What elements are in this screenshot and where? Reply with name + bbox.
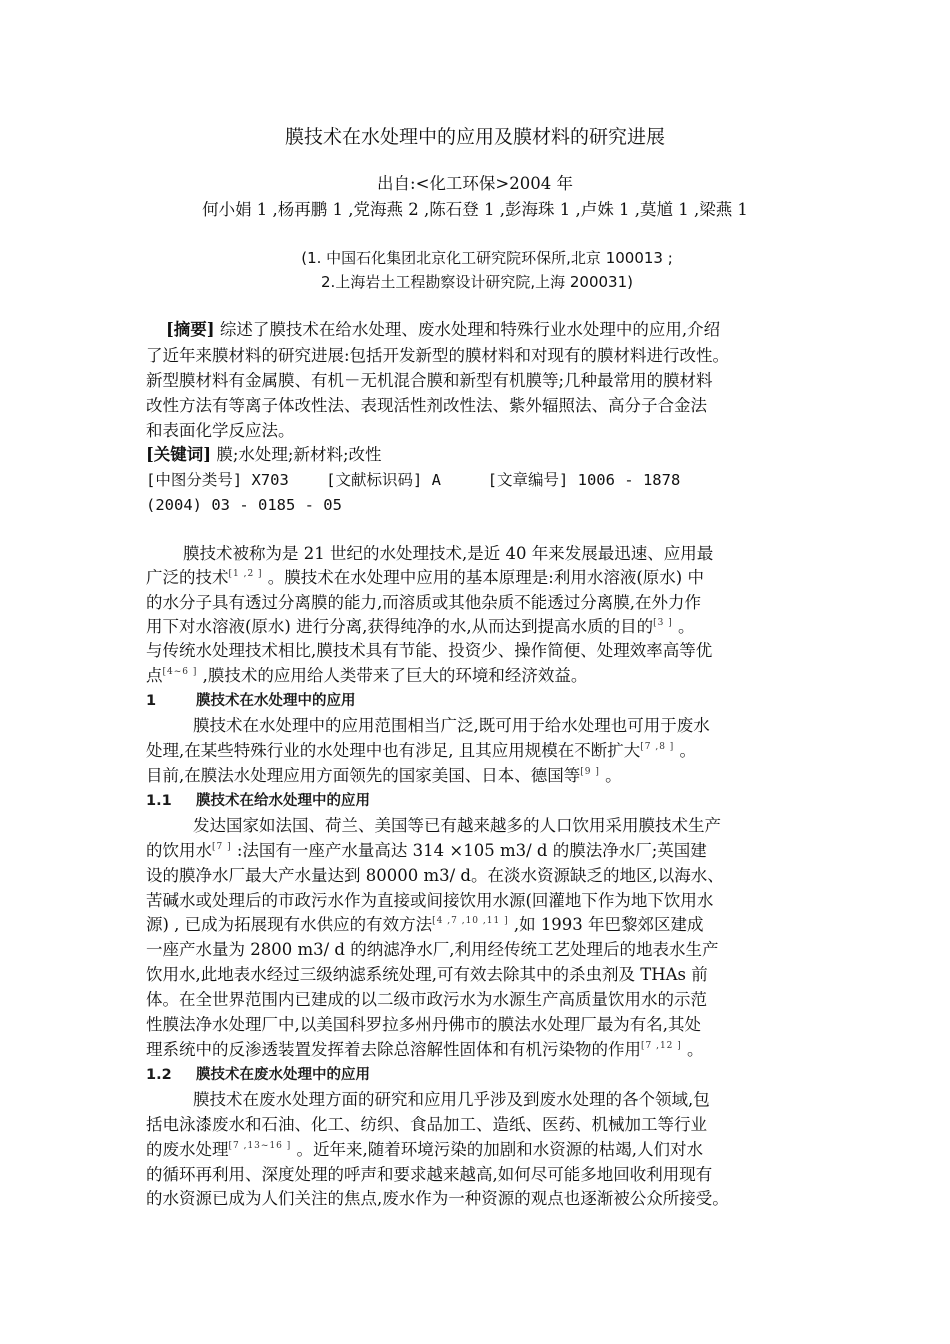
section-line: 设的膜净水厂最大产水量达到 80000 m3/ d。在淡水资源缺乏的地区,以海水、 bbox=[146, 866, 724, 885]
section-number: 1 bbox=[146, 693, 157, 709]
abstract-first-line bbox=[166, 318, 720, 342]
section-title: 膜技术在废水处理中的应用 bbox=[196, 1067, 370, 1083]
keywords-text: 膜;水处理;新材料;改性 bbox=[211, 445, 382, 464]
classification-line: [中图分类号] X703 [文献标识码] A [文章编号] 1006 - 1878 bbox=[146, 471, 681, 489]
section-line: 性膜法净水处理厂中,以美国科罗拉多州丹佛市的膜法水处理厂最为有名,其处 bbox=[146, 1015, 701, 1034]
subsection-heading bbox=[146, 789, 370, 813]
section-line: 括电泳漆废水和石油、化工、纺织、食品加工、造纸、医药、机械加工等行业 bbox=[146, 1115, 707, 1134]
intro-line: 膜技术被称为是 21 世纪的水处理技术,是近 40 年来发展最迅速、应用最 bbox=[183, 544, 714, 563]
abstract-label: [摘要] bbox=[166, 320, 215, 339]
citation: [7 ,13~16 ] bbox=[228, 1141, 292, 1151]
abstract-line: 和表面化学反应法。 bbox=[146, 421, 295, 440]
citation: [7 ] bbox=[212, 842, 232, 852]
abstract-line: 新型膜材料有金属膜、有机－无机混合膜和新型有机膜等;几种最常用的膜材料 bbox=[146, 371, 713, 390]
abstract-text: 综述了膜技术在给水处理、废水处理和特殊行业水处理中的应用,介绍 bbox=[214, 320, 721, 339]
keywords-line bbox=[146, 443, 382, 467]
affiliation-2: 2.上海岩土工程勘察设计研究院,上海 200031) bbox=[321, 273, 633, 291]
subsection-heading bbox=[146, 1063, 370, 1087]
abstract-line: 改性方法有等离子体改性法、表现活性剂改性法、紫外辐照法、高分子合金法 bbox=[146, 396, 707, 415]
section-line: 源) , 已成为拓展现有水供应的有效方法[4 ,7 ,10 ,11 ] ,如 1993 年巴黎郊区建成 bbox=[146, 915, 704, 934]
intro-line: 与传统水处理技术相比,膜技术具有节能、投资少、操作简便、处理效率高等优 bbox=[146, 641, 713, 660]
intro-line: 点[4~6 ] ,膜技术的应用给人类带来了巨大的环境和经济效益。 bbox=[146, 666, 588, 685]
section-line: 发达国家如法国、荷兰、美国等已有越来越多的人口饮用采用膜技术生产 bbox=[193, 816, 721, 835]
section-title: 膜技术在水处理中的应用 bbox=[196, 693, 356, 709]
section-line: 苦碱水或处理后的市政污水作为直接或间接饮用水源(回灌地下作为地下饮用水 bbox=[146, 891, 714, 910]
intro-line: 用下对水溶液(原水) 进行分离,获得纯净的水,从而达到提高水质的目的[3 ] 。 bbox=[146, 617, 695, 636]
section-heading bbox=[146, 689, 356, 713]
source-line: 出自:<化工环保>2004 年 bbox=[377, 174, 573, 193]
intro-line: 的水分子具有透过分离膜的能力,而溶质或其他杂质不能透过分离膜,在外力作 bbox=[146, 593, 701, 612]
section-title: 膜技术在给水处理中的应用 bbox=[196, 793, 370, 809]
citation: [7 ,8 ] bbox=[640, 742, 675, 752]
section-number: 1.2 bbox=[146, 1067, 172, 1083]
intro-line: 广泛的技术[1 ,2 ] 。膜技术在水处理中应用的基本原理是:利用水溶液(原水) 中 bbox=[146, 568, 704, 587]
section-line: 理系统中的反渗透装置发挥着去除总溶解性固体和有机污染物的作用[7 ,12 ] 。 bbox=[146, 1040, 704, 1059]
section-line: 膜技术在水处理中的应用范围相当广泛,既可用于给水处理也可用于废水 bbox=[193, 716, 710, 735]
citation: [9 ] bbox=[580, 767, 600, 777]
section-line: 目前,在膜法水处理应用方面领先的国家美国、日本、德国等[9 ] 。 bbox=[146, 766, 622, 785]
classification-line-2: (2004) 03 - 0185 - 05 bbox=[146, 496, 342, 514]
paper-title: 膜技术在水处理中的应用及膜材料的研究进展 bbox=[284, 126, 665, 148]
abstract-line: 了近年来膜材料的研究进展:包括开发新型的膜材料和对现有的膜材料进行改性。 bbox=[146, 346, 730, 365]
section-line: 的循环再利用、深度处理的呼声和要求越来越高,如何尽可能多地回收利用现有 bbox=[146, 1165, 713, 1184]
section-line: 体。在全世界范围内已建成的以二级市政污水为水源生产高质量饮用水的示范 bbox=[146, 990, 707, 1009]
section-line: 膜技术在废水处理方面的研究和应用几乎涉及到废水处理的各个领域,包 bbox=[193, 1090, 710, 1109]
citation: [3 ] bbox=[653, 618, 673, 628]
section-line: 的废水处理[7 ,13~16 ] 。近年来,随着环境污染的加剧和水资源的枯竭,人们对水 bbox=[146, 1140, 704, 1159]
section-line: 一座产水量为 2800 m3/ d 的纳滤净水厂,利用经传统工艺处理后的地表水生产 bbox=[146, 940, 719, 959]
section-line: 饮用水,此地表水经过三级纳滤系统处理,可有效去除其中的杀虫剂及 THAs 前 bbox=[146, 965, 708, 984]
section-line: 的饮用水[7 ] :法国有一座产水量高达 314 ×105 m3/ d 的膜法净水厂;英国建 bbox=[146, 841, 707, 860]
author-list: 何小娟 1 ,杨再鹏 1 ,党海燕 2 ,陈石登 1 ,彭海珠 1 ,卢姝 1 ,莫馗 1 ,梁燕 1 bbox=[202, 200, 748, 219]
citation: [7 ,12 ] bbox=[641, 1041, 682, 1051]
citation: [4 ,7 ,10 ,11 ] bbox=[432, 916, 509, 926]
section-line: 的水资源已成为人们关注的焦点,废水作为一种资源的观点也逐渐被公众所接受。 bbox=[146, 1189, 729, 1208]
citation: [1 ,2 ] bbox=[228, 569, 263, 579]
citation: [4~6 ] bbox=[162, 667, 198, 677]
section-line: 处理,在某些特殊行业的水处理中也有涉足, 且其应用规模在不断扩大[7 ,8 ] 。 bbox=[146, 741, 697, 760]
keywords-label: [关键词] bbox=[146, 445, 212, 464]
section-number: 1.1 bbox=[146, 793, 172, 809]
affiliation-1: (1. 中国石化集团北京化工研究院环保所,北京 100013 ; bbox=[301, 249, 673, 267]
